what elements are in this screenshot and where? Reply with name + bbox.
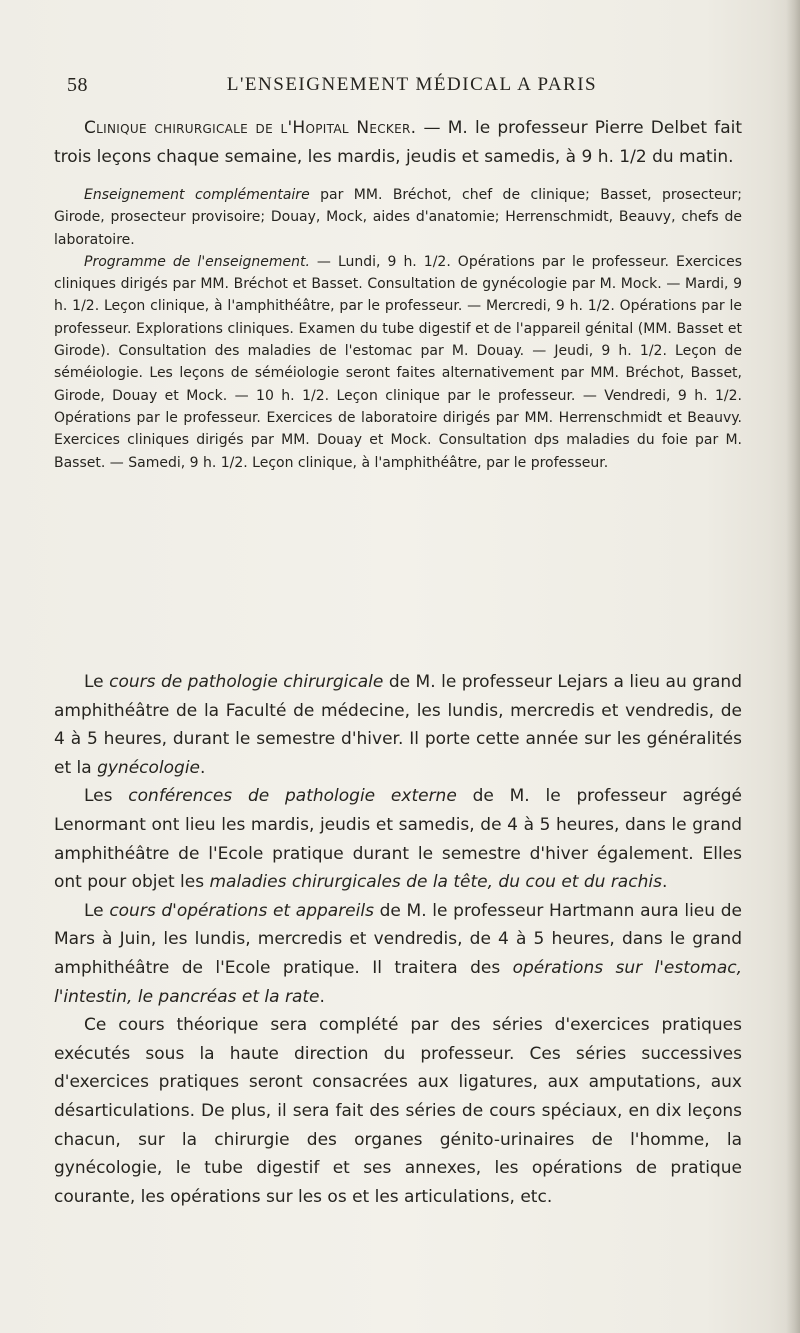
small-print-block xyxy=(54,184,742,474)
italic-heading: Enseignement complémentaire xyxy=(84,187,310,203)
text-run: Le xyxy=(84,672,110,692)
text-run: . xyxy=(319,986,325,1007)
paragraph-cours-theorique: Ce cours théorique sera complété par des séries d'exercices pratiques exécutés sous la haute direction du professeur. Ces séries successives d'exercices pratiques seront consacrées aux ligatures, aux amputations, aux désarticulations. De plus, il sera fait des séries de cours spéciaux, en dix leçons chacun, sur la chirurgie des organes génito-urinaires de l'homme, la gynécologie, le tube digestif et ses annexes, les opérations de pratique courante, les opérations sur les os et les articulations, etc. xyxy=(54,1015,742,1207)
paragraph-enseignement-complementaire xyxy=(54,184,742,251)
section-heading-necker: Clinique chirurgicale de l'Hopital Necker. xyxy=(84,118,417,138)
italic-run: opérations sur l'estomac, l'intestin, le pancréas et la rate xyxy=(54,957,742,1007)
page-header xyxy=(67,74,727,104)
paragraph-text: — Lundi, 9 h. 1/2. Opérations par le professeur. Exercices cliniques dirigés par MM. Bréchot et Basset. Consultation de gynécologie par M. Mock. — Mardi, 9 h. 1/2. Leçon clinique, à l'amphithéâtre, par le professeur. — Mercredi, 9 h. 1/2. Opérations par le professeur. Explorations cliniques. Examen du tube digestif et de l'appareil génital (MM. Basset et Girode). Consultation des maladies de l'estomac par M. Douay. — Jeudi, 9 h. 1/2. Leçon de séméiologie. Les leçons de séméiologie seront faites alternativement par MM. Bréchot, Basset, Girode, Douay et Mock. — 10 h. 1/2. Leçon clinique par le professeur. — Vendredi, 9 h. 1/2. Opérations par le professeur. Exercices de laboratoire dirigés par MM. Herrenschmidt et Beauvy. Exercices cliniques dirigés par MM. Douay et Mock. Consultation dps maladies du foie par M. Basset. — Samedi, 9 h. 1/2. Leçon clinique, à l'amphithéâtre, par le professeur. xyxy=(54,253,742,471)
italic-run: cours d'opérations et appareils xyxy=(109,900,374,921)
italic-run: cours de pathologie chirurgicale xyxy=(109,672,384,692)
text-run: . xyxy=(661,872,668,893)
paragraph-pathologie-chirurgicale xyxy=(54,668,742,782)
italic-run: maladies chirurgicales de la tête, du cou et du rachis xyxy=(209,872,662,893)
paragraph-text: — M. le professeur Pierre Delbet fait trois leçons chaque semaine, les mardis, jeudis et samedis, à 9 h. 1/2 du matin. xyxy=(54,118,742,167)
text-run: de M. le professeur Hartmann aura lieu de Mars à Juin, les lundis, mercredis et vendredis, de 4 à 5 heures, dans le grand amphithéâtre de l'Ecole pratique. Il traitera des xyxy=(54,900,742,978)
running-title: L'ENSEIGNEMENT MÉDICAL A PARIS xyxy=(226,74,598,95)
paragraph-text: par MM. Bréchot, chef de clinique; Basset, prosecteur; Girode, prosecteur provisoire; Douay, Mock, aides d'anatomie; Herrenschmidt, Beauvy, chefs de laboratoire. xyxy=(54,187,742,248)
page-number: 58 xyxy=(67,74,88,96)
text-run: . xyxy=(200,757,206,778)
text-run: de M. le professeur agrégé Lenormant ont lieu les mardis, jeudis et samedis, de 4 à 5 heures, dans le grand amphithéâtre de l'Ecole pratique durant le semestre d'hiver également. Elles ont pour objet les xyxy=(54,786,742,893)
italic-run: gynécologie xyxy=(97,757,201,778)
italic-run: conférences de pathologie externe xyxy=(128,786,457,807)
text-run: de M. le professeur Lejars a lieu au grand amphithéâtre de la Faculté de médecine, les lundis, mercredis et vendredis, de 4 à 5 heures, durant le semestre d'hiver. Il porte cette année sur les généralités et la xyxy=(54,672,742,778)
page-edge-shadow xyxy=(786,0,800,1333)
paragraph-clinique-necker xyxy=(54,114,742,172)
text-run: Les xyxy=(84,786,129,807)
paragraph-programme xyxy=(54,251,742,474)
text-run: Le xyxy=(84,900,110,921)
paragraph-conferences-pathologie xyxy=(54,782,742,896)
main-text-block xyxy=(54,668,742,1211)
italic-heading: Programme de l'enseignement. xyxy=(84,253,310,270)
paragraph-cours-operations xyxy=(54,897,742,1011)
